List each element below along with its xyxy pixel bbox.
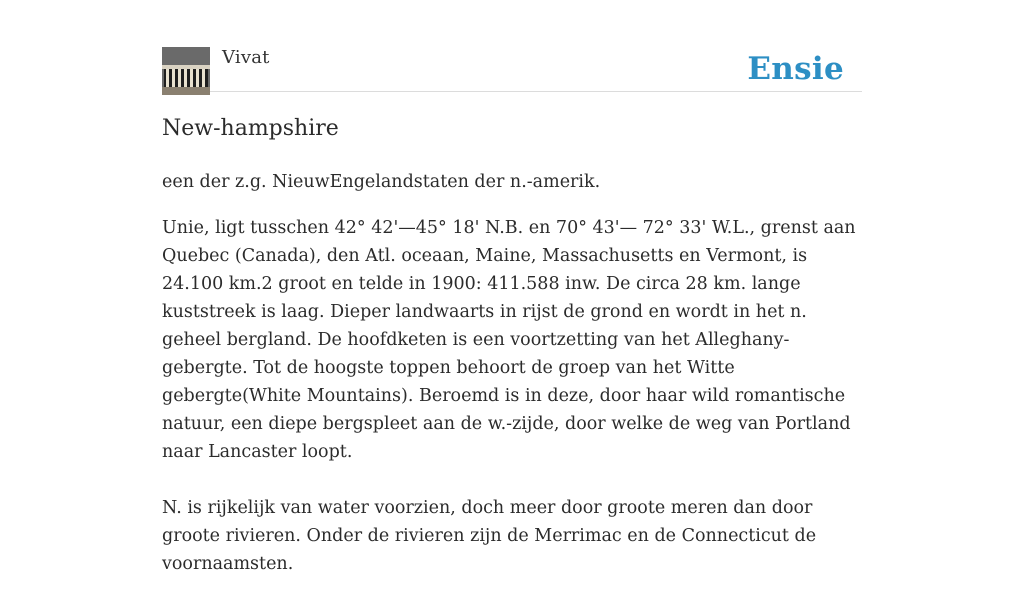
paragraph: Unie, ligt tusschen 42° 42'—45° 18' N.B. en 70° 43'— 72° 33' W.L., grenst aan Quebec (Canada), den Atl. oceaan, Maine, Massachusetts en Vermont, is 24.100 km.2 groot en telde in 1900: 411.588 inw. De circa 28 km. lange kuststreek is laag. Dieper landwaarts in rijst de grond en wordt in het n. geheel bergland. De hoofdketen is een voortzetting van het Alleghany-gebergte. Tot de hoogste toppen behoort de groep van het Witte gebergte(White Mountains). Beroemd is in deze, door haar wild romantische natuur, een diepe bergspleet aan de w.-zijde, door welke de weg van Portland naar Lancaster loopt. — [162, 218, 856, 462]
author-name[interactable]: Vivat — [222, 47, 270, 68]
paragraph: een der z.g. NieuwEngelandstaten der n.-amerik. — [162, 172, 601, 192]
page-header — [162, 45, 862, 92]
avatar[interactable] — [162, 47, 210, 95]
paragraph: N. is rijkelijk van water voorzien, doch meer door groote meren dan door groote rivieren. Onder de rivieren zijn de Merrimac en de Connecticut de voornaamsten. — [162, 498, 817, 574]
columns-building-icon — [162, 47, 210, 95]
page-title: New-hampshire — [162, 116, 339, 141]
brand-logo[interactable]: Ensie — [747, 51, 844, 87]
article-body — [162, 168, 867, 596]
